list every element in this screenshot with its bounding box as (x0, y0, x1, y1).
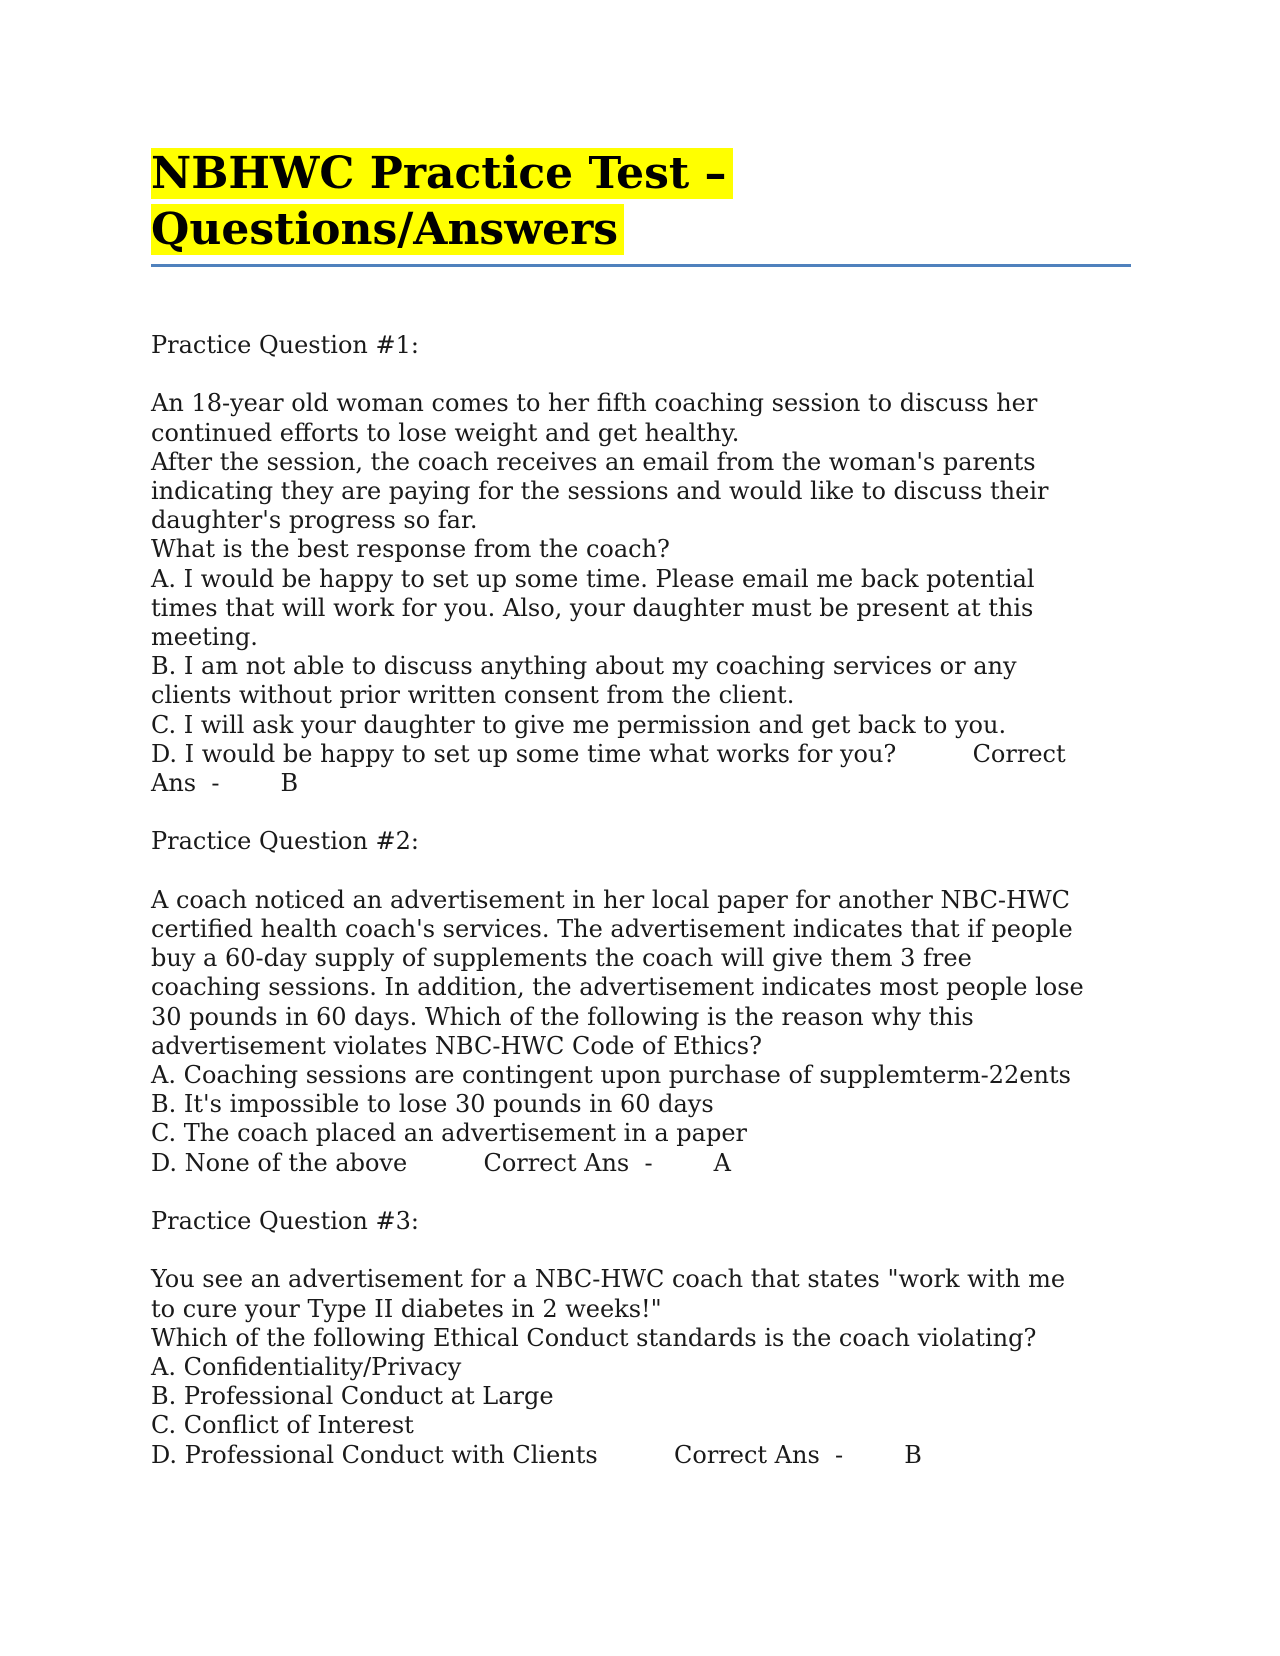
question-prompt: Which of the following Ethical Conduct standards is the coach violating? (151, 1323, 1037, 1352)
answer-option-b: B. It's impossible to lose 30 pounds in 60 days (151, 1090, 714, 1119)
question-text-line: After the session, the coach receives an email from the woman's parents (151, 447, 1036, 476)
page-title-line-2 (151, 202, 1131, 258)
answer-option-a-cont: times that will work for you. Also, your daughter must be present at this (151, 593, 1034, 622)
title-block (151, 146, 1131, 267)
answer-option-c: C. Conflict of Interest (151, 1411, 414, 1440)
question-prompt: What is the best response from the coach? (151, 535, 670, 564)
answer-option-b-cont: clients without prior written consent from the client. (151, 681, 795, 710)
question-heading: Practice Question #3: (151, 1207, 419, 1236)
question-text-line: daughter's progress so far. (151, 506, 478, 535)
answer-option-c: C. I will ask your daughter to give me permission and get back to you. (151, 710, 1007, 739)
answer-option-d: D. I would be happy to set up some time what works for you? Correct (151, 739, 1066, 768)
answer-option-b: B. I am not able to discuss anything about my coaching services or any (151, 652, 1017, 681)
question-text-line: to cure your Type II diabetes in 2 weeks!" (151, 1294, 662, 1323)
answer-option-d: D. Professional Conduct with Clients Correct Ans - B (151, 1440, 922, 1469)
answer-option-b: B. Professional Conduct at Large (151, 1382, 554, 1411)
answer-option-a: A. Coaching sessions are contingent upon purchase of supplemterm-22ents (151, 1061, 1071, 1090)
answer-option-a: A. Confidentiality/Privacy (151, 1353, 462, 1382)
practice-question-1 (151, 331, 1131, 798)
practice-question-3 (151, 1207, 1131, 1470)
page-title-line-1 (151, 146, 1131, 202)
title-highlight-1: NBHWC Practice Test – (151, 148, 733, 199)
answer-option-d: D. None of the above Correct Ans - A (151, 1148, 731, 1177)
question-text-line: 30 pounds in 60 days. Which of the following is the reason why this (151, 1002, 974, 1031)
title-highlight-2: Questions/Answers (151, 204, 624, 255)
question-text-line: indicating they are paying for the sessions and would like to discuss their (151, 477, 1049, 505)
question-text-line: buy a 60-day supply of supplements the coach will give them 3 free (151, 944, 972, 973)
question-heading: Practice Question #2: (151, 827, 419, 856)
practice-question-2 (151, 827, 1131, 1177)
answer-option-c: C. The coach placed an advertisement in a paper (151, 1119, 748, 1148)
document-page (151, 146, 1131, 1470)
question-text-line: continued efforts to lose weight and get healthy. (151, 418, 740, 447)
question-heading: Practice Question #1: (151, 331, 419, 359)
answer-option-a: A. I would be happy to set up some time. Please email me back potential (151, 564, 1035, 593)
question-text-line: A coach noticed an advertisement in her local paper for another NBC-HWC (151, 885, 1070, 914)
question-text-line: certified health coach's services. The advertisement indicates that if people (151, 915, 1073, 944)
question-text-line: You see an advertisement for a NBC-HWC coach that states "work with me (151, 1265, 1066, 1294)
answer-option-a-cont: meeting. (151, 623, 258, 652)
question-text-line: An 18-year old woman comes to her fifth coaching session to discuss her (151, 389, 1038, 418)
correct-answer: Ans - B (151, 769, 299, 798)
question-text-line: coaching sessions. In addition, the advertisement indicates most people lose (151, 973, 1084, 1002)
question-prompt: advertisement violates NBC-HWC Code of Ethics? (151, 1031, 762, 1060)
